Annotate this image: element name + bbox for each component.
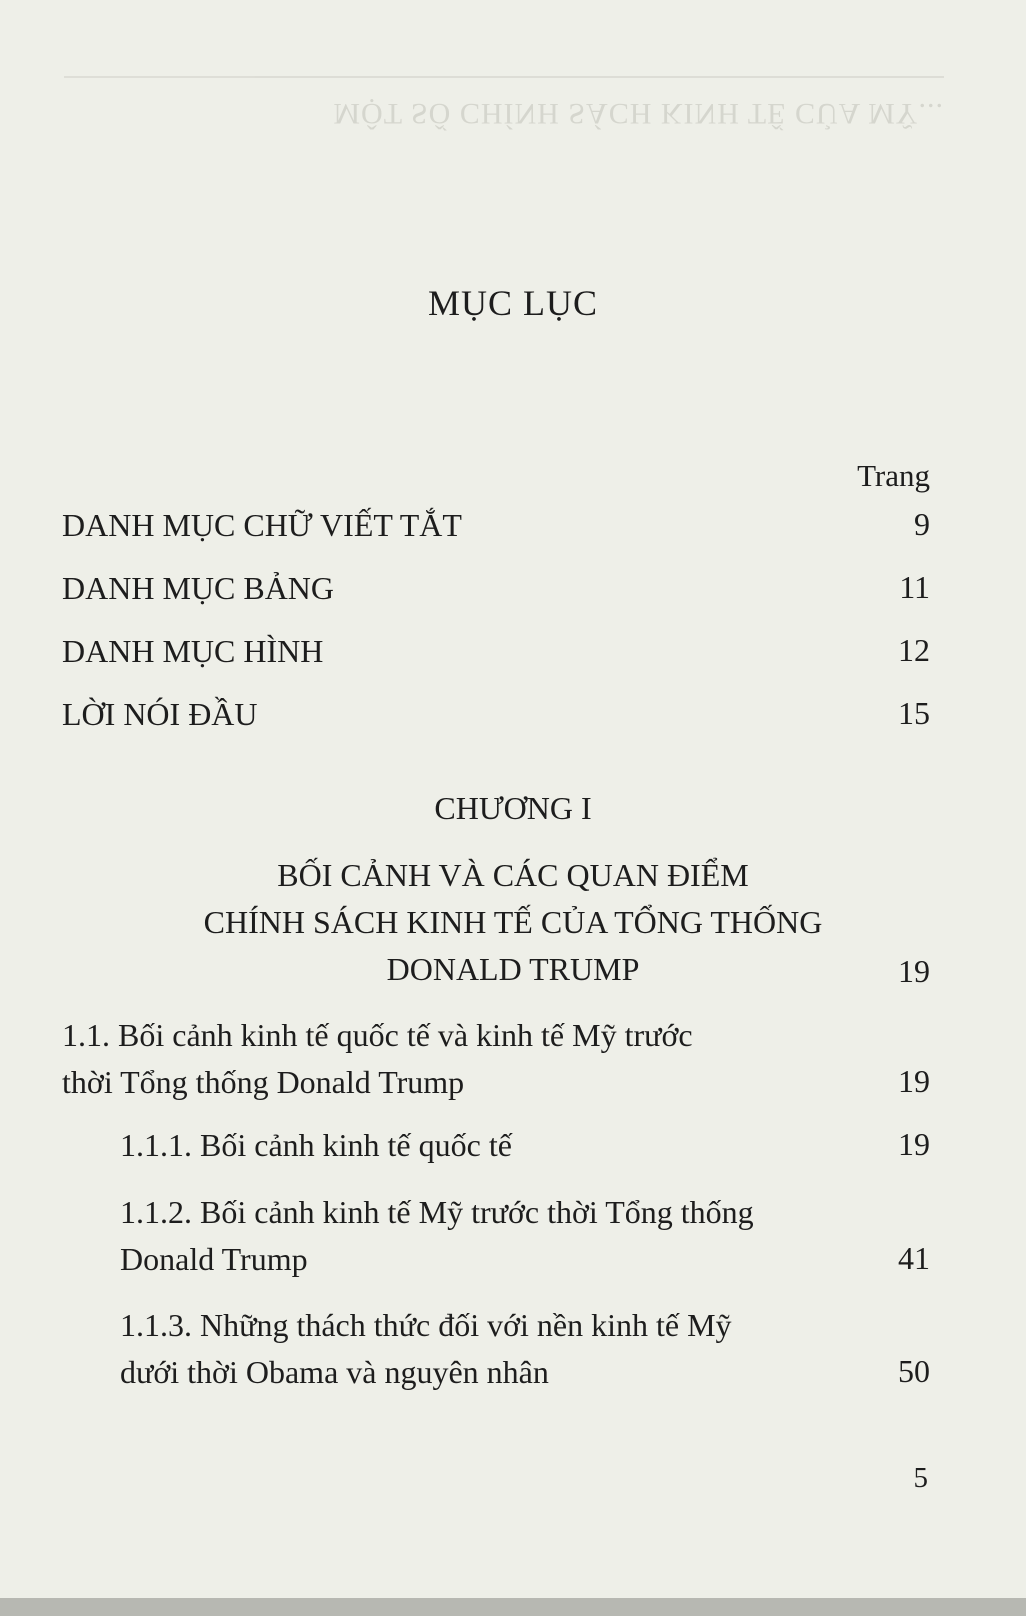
toc-section-1-1-1: 1.1.1. Bối cảnh kinh tế quốc tế <box>120 1127 512 1163</box>
toc-section-1-1-3-line-1: 1.1.3. Những thách thức đối với nền kinh tế Mỹ <box>120 1307 732 1343</box>
toc-entry-figures: DANH MỤC HÌNH <box>62 633 324 669</box>
toc-section-1-1-2-page: 41 <box>898 1240 930 1276</box>
chapter-page: 19 <box>898 953 930 989</box>
chapter-title-line-1: BỐI CẢNH VÀ CÁC QUAN ĐIỂM <box>277 857 749 893</box>
page-column-header: Trang <box>857 458 930 493</box>
bleed-through-running-header: MỘT SỐ CHÍNH SÁCH KINH TẾ CỦA MỸ... <box>64 76 944 130</box>
toc-entry-abbreviations: DANH MỤC CHỮ VIẾT TẮT <box>62 507 462 543</box>
toc-section-1-1-line-1: 1.1. Bối cảnh kinh tế quốc tế và kinh tế Mỹ trước <box>62 1017 693 1053</box>
toc-page-figures: 12 <box>898 632 930 668</box>
toc-entry-preface: LỜI NÓI ĐẦU <box>62 696 258 732</box>
toc-section-1-1-3-line-2: dưới thời Obama và nguyên nhân <box>120 1354 549 1390</box>
chapter-label: CHƯƠNG I <box>434 790 592 826</box>
toc-entry-tables: DANH MỤC BẢNG <box>62 570 335 606</box>
toc-section-1-1-2-line-1: 1.1.2. Bối cảnh kinh tế Mỹ trước thời Tổng thống <box>120 1194 754 1230</box>
toc-section-1-1-line-2: thời Tổng thống Donald Trump <box>62 1064 465 1100</box>
toc-page-abbreviations: 9 <box>914 506 930 542</box>
toc-section-1-1-3-page: 50 <box>898 1353 930 1389</box>
toc-page-tables: 11 <box>899 569 930 605</box>
page-number: 5 <box>913 1462 928 1494</box>
toc-page-preface: 15 <box>898 695 930 731</box>
chapter-title-line-3: DONALD TRUMP <box>386 951 640 987</box>
page-bottom-edge <box>0 1598 1026 1616</box>
toc-section-1-1-page: 19 <box>898 1063 930 1099</box>
toc-section-1-1-2-line-2: Donald Trump <box>120 1241 308 1277</box>
toc-title: MỤC LỤC <box>427 283 599 323</box>
chapter-title-line-2: CHÍNH SÁCH KINH TẾ CỦA TỔNG THỐNG <box>203 904 823 940</box>
toc-section-1-1-1-page: 19 <box>898 1126 930 1162</box>
